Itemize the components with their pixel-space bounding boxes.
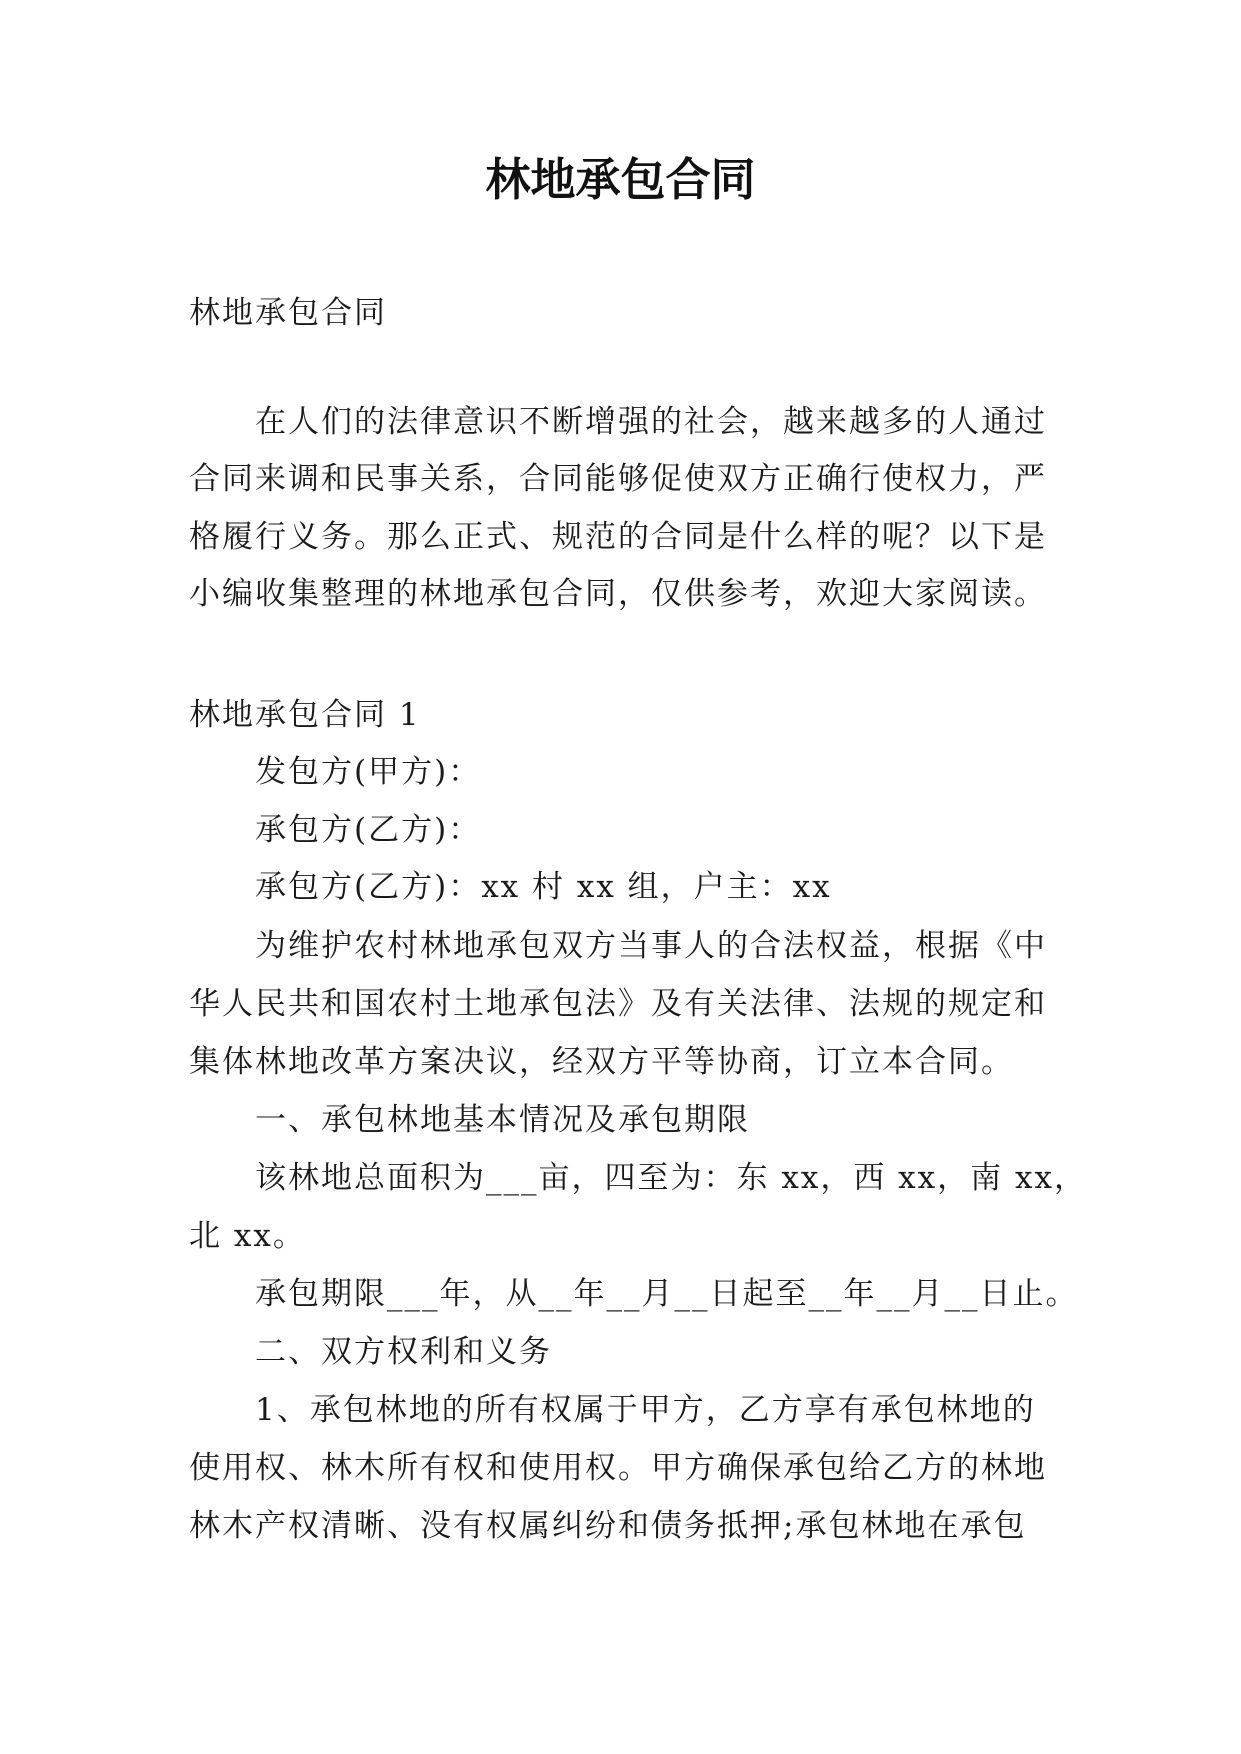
term-line: 承包期限___年，从__年__月__日起至__年__月__日止。 xyxy=(255,1276,1079,1312)
intro-paragraph-line: 小编收集整理的林地承包合同，仅供参考，欢迎大家阅读。 xyxy=(189,576,1047,612)
party-a-line: 发包方(甲方)： xyxy=(255,754,482,790)
clause-line: 使用权、林木所有权和使用权。甲方确保承包给乙方的林地 xyxy=(189,1450,1047,1486)
clause-line: 1、承包林地的所有权属于甲方，乙方享有承包林地的 xyxy=(255,1392,1036,1428)
intro-paragraph-line: 格履行义务。那么正式、规范的合同是什么样的呢？以下是 xyxy=(189,519,1047,555)
intro-paragraph-line: 在人们的法律意识不断增强的社会，越来越多的人通过 xyxy=(255,404,1047,440)
preamble-line: 为维护农村林地承包双方当事人的合法权益，根据《中 xyxy=(255,928,1047,964)
clause-line: 林木产权清晰、没有权属纠纷和债务抵押;承包林地在承包 xyxy=(189,1508,1027,1544)
area-line: 该林地总面积为___亩，四至为：东 xx，西 xx，南 xx， xyxy=(255,1160,1087,1196)
area-line: 北 xx。 xyxy=(189,1218,306,1254)
intro-paragraph-line: 合同来调和民事关系，合同能够促使双方正确行使权力，严 xyxy=(189,461,1047,497)
preamble-line: 集体林地改革方案决议，经双方平等协商，订立本合同。 xyxy=(189,1044,1014,1080)
section-heading: 一、承包林地基本情况及承包期限 xyxy=(255,1102,750,1138)
heading-contract-name: 林地承包合同 xyxy=(189,295,387,331)
party-b-line: 承包方(乙方)： xyxy=(255,812,482,848)
preamble-line: 华人民共和国农村土地承包法》及有关法律、法规的规定和 xyxy=(189,986,1047,1022)
section-heading: 二、双方权利和义务 xyxy=(255,1334,552,1370)
party-b-address-line: 承包方(乙方)：xx 村 xx 组，户主：xx xyxy=(255,869,832,905)
contract-subtitle: 林地承包合同 1 xyxy=(189,697,421,733)
document-title: 林地承包合同 xyxy=(485,153,756,206)
